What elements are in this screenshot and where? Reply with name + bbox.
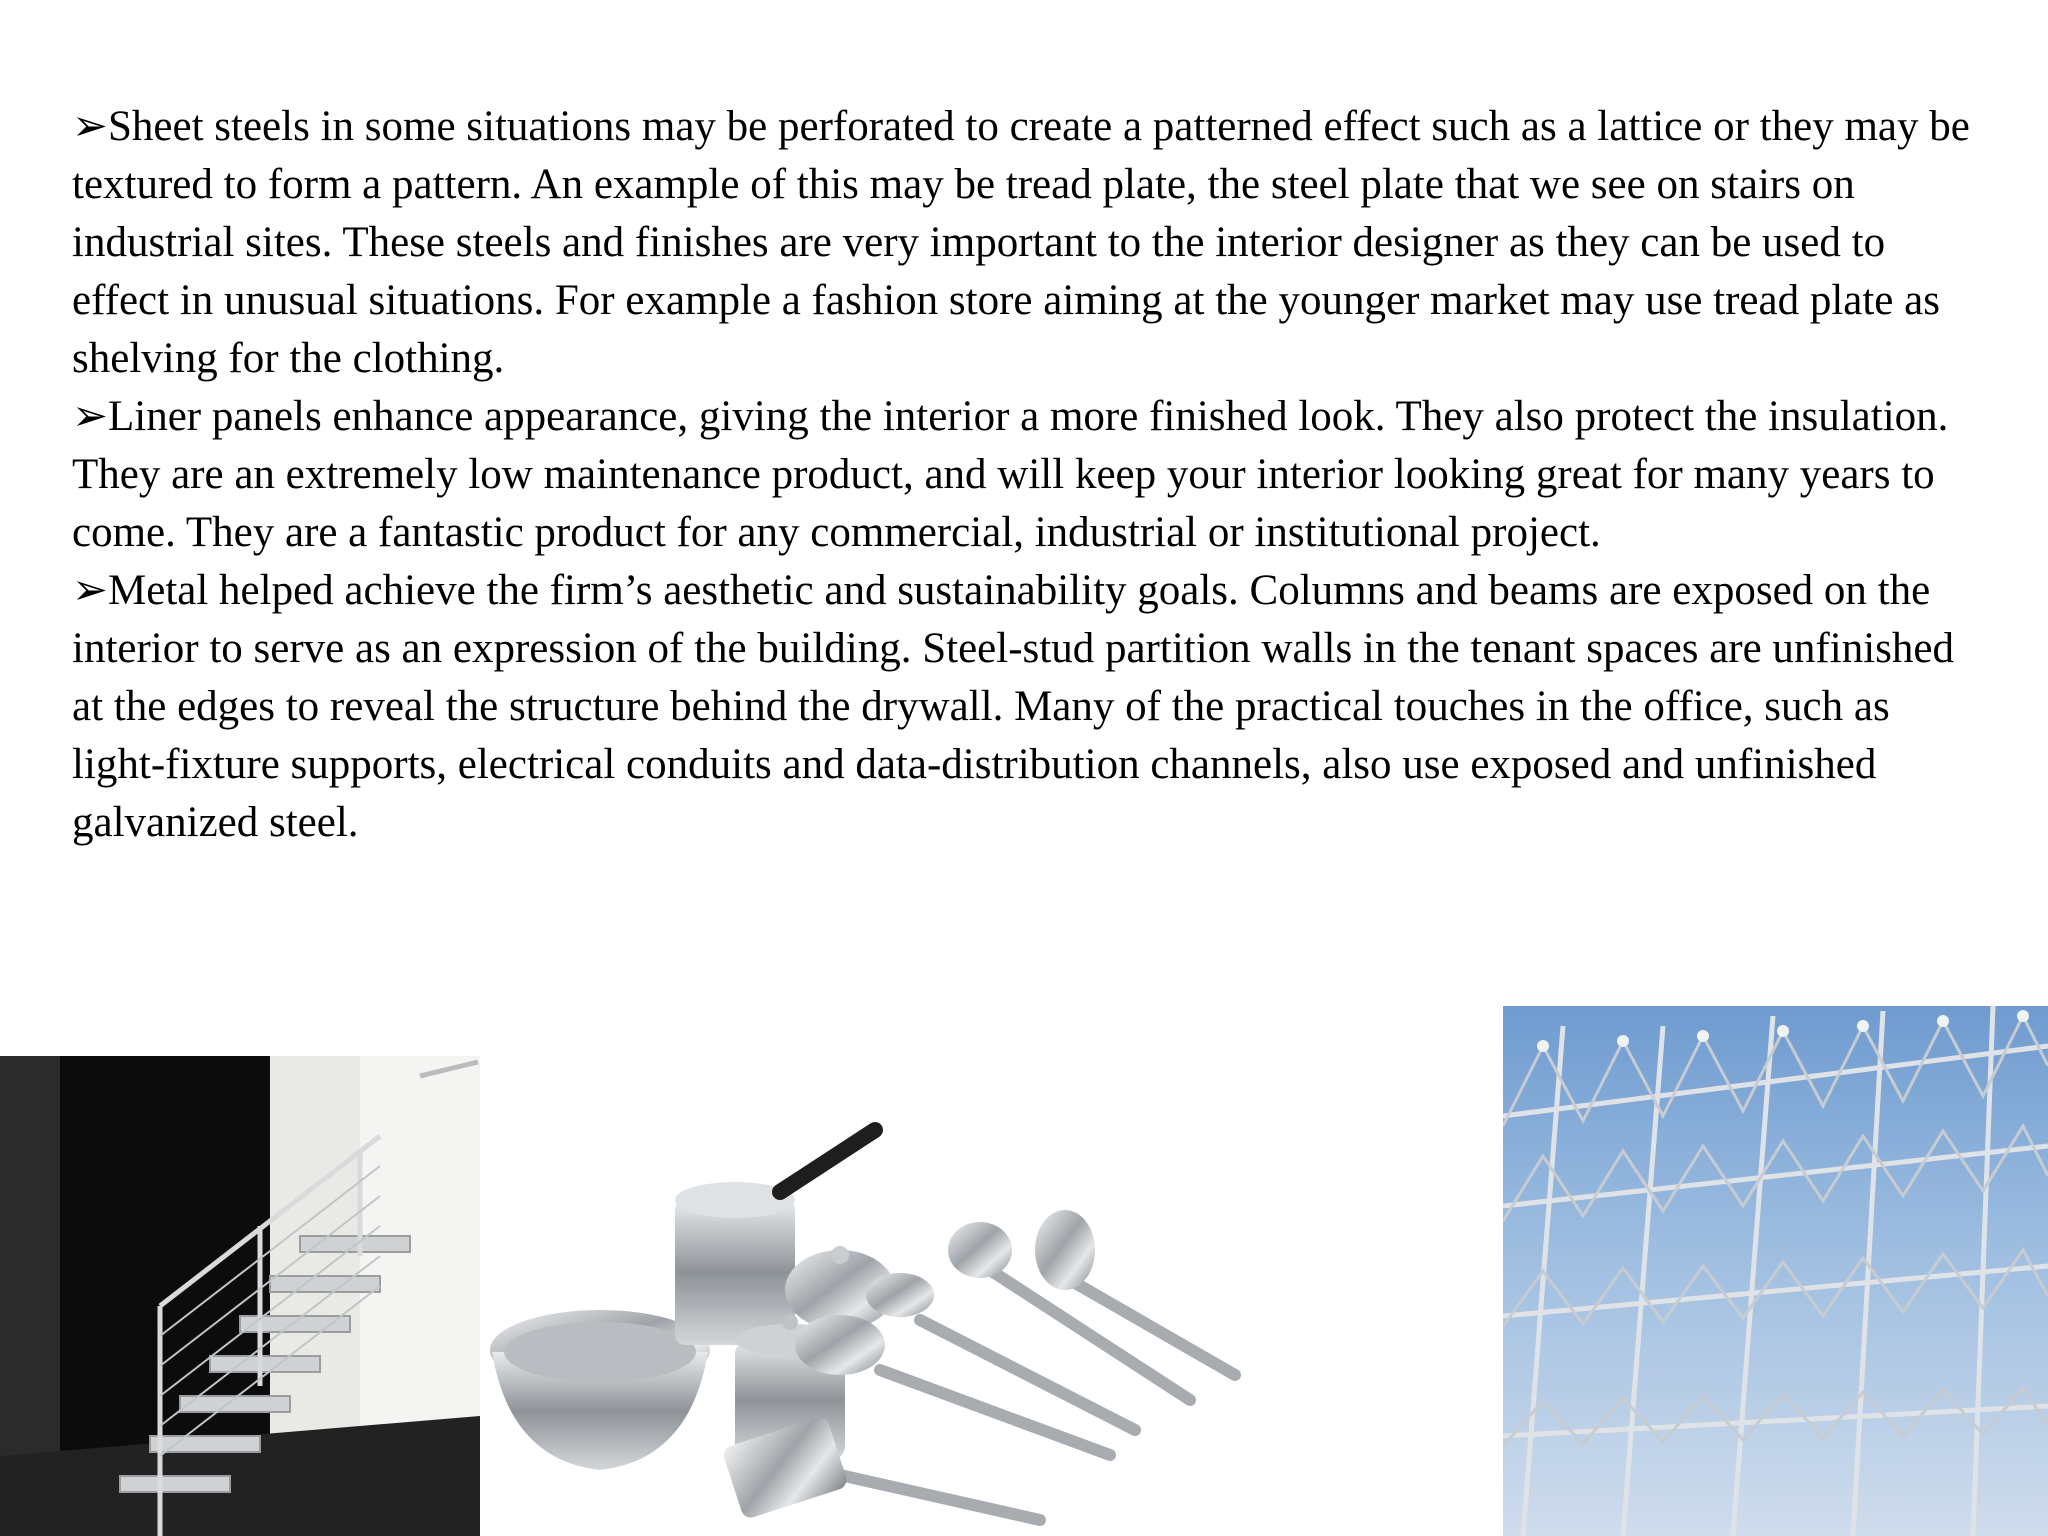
paragraph-text: Metal helped achieve the firm’s aesthetic and sustainability goals. Columns and beams are exposed on the interior to serve as an expression of the building. Steel-stud partition walls in the tenant spaces are unfinished at the edges to reveal the structure behind the drywall. Many of the practical touches in the office, such as light-fixture supports, electrical conduits and data-distribution channels, also use exposed and unfinished galvanized steel.: [72, 567, 1954, 846]
stainless-steel-stair-railing-photo: [0, 1056, 480, 1536]
paragraph-sheet-steels: [72, 98, 1987, 388]
paragraph-metal-aesthetic: [72, 562, 1987, 852]
body-text: [72, 98, 1987, 852]
paragraph-text: Sheet steels in some situations may be perforated to create a patterned effect such as a lattice or they may be textured to form a pattern. An example of this may be tread plate, the steel plate that we see on stairs on industrial sites. These steels and finishes are very important to the interior designer as they can be used to effect in unusual situations. For example a fashion store aiming at the younger market may use tread plate as shelving for the clothing.: [72, 103, 1970, 382]
arrow-bullet-icon: ➢: [72, 393, 109, 440]
steel-space-frame-truss-photo: [1503, 1006, 2048, 1536]
stainless-steel-cookware-and-utensils-photo: [480, 1100, 1500, 1536]
arrow-bullet-icon: ➢: [72, 567, 109, 614]
arrow-bullet-icon: ➢: [72, 103, 109, 150]
paragraph-text: Liner panels enhance appearance, giving the interior a more finished look. They also protect the insulation. They are an extremely low maintenance product, and will keep your interior looking great for many years to come. They are a fantastic product for any commercial, industrial or institutional project.: [72, 393, 1949, 556]
paragraph-liner-panels: [72, 388, 1987, 562]
